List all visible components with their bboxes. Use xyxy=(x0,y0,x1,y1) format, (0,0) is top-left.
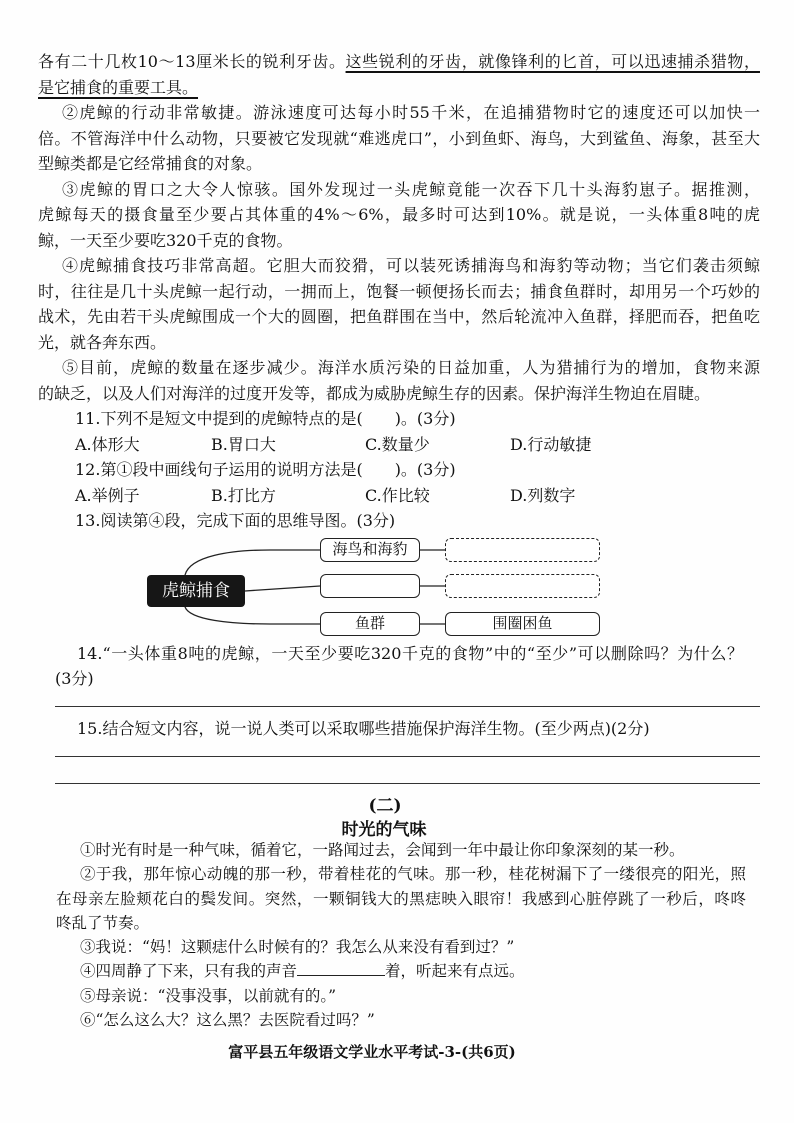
mind-map-prey-box: 海鸟和海豹 xyxy=(320,538,420,562)
paragraph-6: ⑥“怎么这么大？这么黑？去医院看过吗？” xyxy=(80,1011,375,1030)
paragraph-4-line: 光，就各奔东西。 xyxy=(38,332,167,352)
page-footer: 富平县五年级语文学业水平考试-3-(共6页) xyxy=(228,1043,516,1061)
paragraph-4-text-after: 着，听起来有点远。 xyxy=(385,962,525,981)
option-a: A.举例子 xyxy=(75,485,140,505)
connector-middle xyxy=(245,586,320,591)
paragraph-5: ⑤母亲说：“没事没事，以前就有的。” xyxy=(80,986,337,1005)
answer-line xyxy=(55,783,760,784)
paragraph-2-line: 型鲸类都是它经常捕食的对象。 xyxy=(38,154,263,173)
underlined-sentence: 这些锐利的牙齿，就像锋利的匕首，可以迅速捕杀猎物， xyxy=(345,52,760,71)
answer-line xyxy=(55,706,760,707)
option-c: C.作比较 xyxy=(365,485,430,505)
section-number: (二) xyxy=(368,796,402,816)
mind-map-answer-box xyxy=(445,574,600,598)
passage-two xyxy=(56,838,746,1032)
paragraph-3-line: 鲸，一天至少要吃320千克的食物。 xyxy=(38,230,293,250)
option-a: A.体形大 xyxy=(75,434,140,454)
question-14 xyxy=(55,641,743,691)
passage-text: 各有二十几枚10～13厘米长的锐利牙齿。 xyxy=(38,52,346,71)
option-c: C.数量少 xyxy=(365,434,430,454)
paragraph-3: ③我说：“妈！这颗痣什么时候有的？我怎么从来没有看到过？” xyxy=(80,938,515,957)
paragraph-4 xyxy=(56,959,746,983)
option-d: D.列数字 xyxy=(510,485,576,505)
passage-title: 时光的气味 xyxy=(341,820,427,840)
paragraph-5-line: ⑤目前，虎鲸的数量在逐步减少。海洋水质污染的日益加重，人为猎捕行为的增加，食物来源 xyxy=(62,358,760,377)
paragraph-4-line: ④虎鲸捕食技巧非常高超。它胆大而狡猾，可以装死诱捕海鸟和海豹等动物；当它们袭击须鲸 xyxy=(62,256,760,275)
paragraph-3-line: ③虎鲸的胃口之大令人惊骇。国外发现过一头虎鲸竟能一次吞下几十头海豹崽子。据推测， xyxy=(62,179,760,199)
paragraph-2-line: ②于我，那年惊心动魄的那一秒，带着桂花的气味。那一秒，桂花树漏下了一缕很亮的阳光，照 xyxy=(80,865,746,884)
paragraph-1: ①时光有时是一种气味，循着它，一路闻过去，会闻到一年中最让你印象深刻的某一秒。 xyxy=(80,841,685,859)
paragraph-3-line: 虎鲸每天的摄食量至少要占其体重的4%～6%，最多时可达到10%。就是说，一头体重8吨的虎 xyxy=(38,205,760,224)
connector-top xyxy=(185,550,320,575)
paragraph-4-text-before: ④四周静了下来，只有我的声音 xyxy=(80,962,298,981)
question-12-options xyxy=(38,483,760,509)
question-15-stem: 15.结合短文内容，说一说人类可以采取哪些措施保护海洋生物。(至少两点)(2分) xyxy=(77,719,650,738)
fill-in-blank xyxy=(297,960,385,976)
question-14-score: (3分) xyxy=(55,669,94,688)
answer-line xyxy=(55,756,760,757)
paragraph-2-line: 咚乱了节奏。 xyxy=(56,913,150,932)
mind-map-answer-box xyxy=(445,538,600,562)
option-b: B.打比方 xyxy=(211,485,276,505)
paragraph-2-line: ②虎鲸的行动非常敏捷。游泳速度可达每小时55千米，在追捕猎物时它的速度还可以加快一 xyxy=(62,103,760,122)
option-b: B.胃口大 xyxy=(211,434,276,454)
paragraph-2-line: 在母亲左脸颊花白的鬓发间。突然，一颗铜钱大的黑痣映入眼帘！我感到心脏停跳了一秒后，咚咚 xyxy=(56,889,746,908)
paragraph-5-line: 的缺乏，以及人们对海洋的过度开发等，都成为威胁虎鲸生存的因素。保护海洋生物迫在眉睫。 xyxy=(38,383,711,403)
mind-map-prey-box xyxy=(320,574,420,598)
mind-map-center: 虎鲸捕食 xyxy=(147,575,245,607)
mind-map-prey-box: 鱼群 xyxy=(320,612,420,636)
connector-bottom xyxy=(185,607,320,624)
paragraph-4-line: 时，往往是几十头虎鲸一起行动，一拥而上，饱餐一顿便扬长而去；捕食鱼群时，却用另一个巧妙的 xyxy=(38,281,760,301)
mind-map-method-box: 围圈困鱼 xyxy=(445,612,600,636)
paragraph-4-line: 战术，先由若干头虎鲸围成一个大的圆圈，把鱼群围在当中，然后轮流冲入鱼群，择肥而吞，把鱼吃 xyxy=(38,307,760,326)
question-14-stem: 14.“一头体重8吨的虎鲸，一天至少要吃320千克的食物”中的“至少”可以删除吗？为什么？ xyxy=(77,644,743,663)
question-12-stem: 12.第①段中画线句子运用的说明方法是( )。(3分) xyxy=(75,460,456,479)
question-11-options xyxy=(38,432,760,458)
passage-line xyxy=(38,75,760,101)
passage-line xyxy=(38,49,760,75)
question-11-stem: 11.下列不是短文中提到的虎鲸特点的是( )。(3分) xyxy=(75,409,456,428)
option-d: D.行动敏捷 xyxy=(510,434,592,454)
underlined-sentence: 是它捕食的重要工具。 xyxy=(38,77,199,97)
question-13-stem: 13.阅读第④段，完成下面的思维导图。(3分) xyxy=(75,511,396,530)
paragraph-2-line: 倍。不管海洋中什么动物，只要被它发现就“难逃虎口”，小到鱼虾、海鸟，大到鲨鱼、海象，甚至大 xyxy=(38,128,760,148)
passage-one xyxy=(38,49,760,534)
